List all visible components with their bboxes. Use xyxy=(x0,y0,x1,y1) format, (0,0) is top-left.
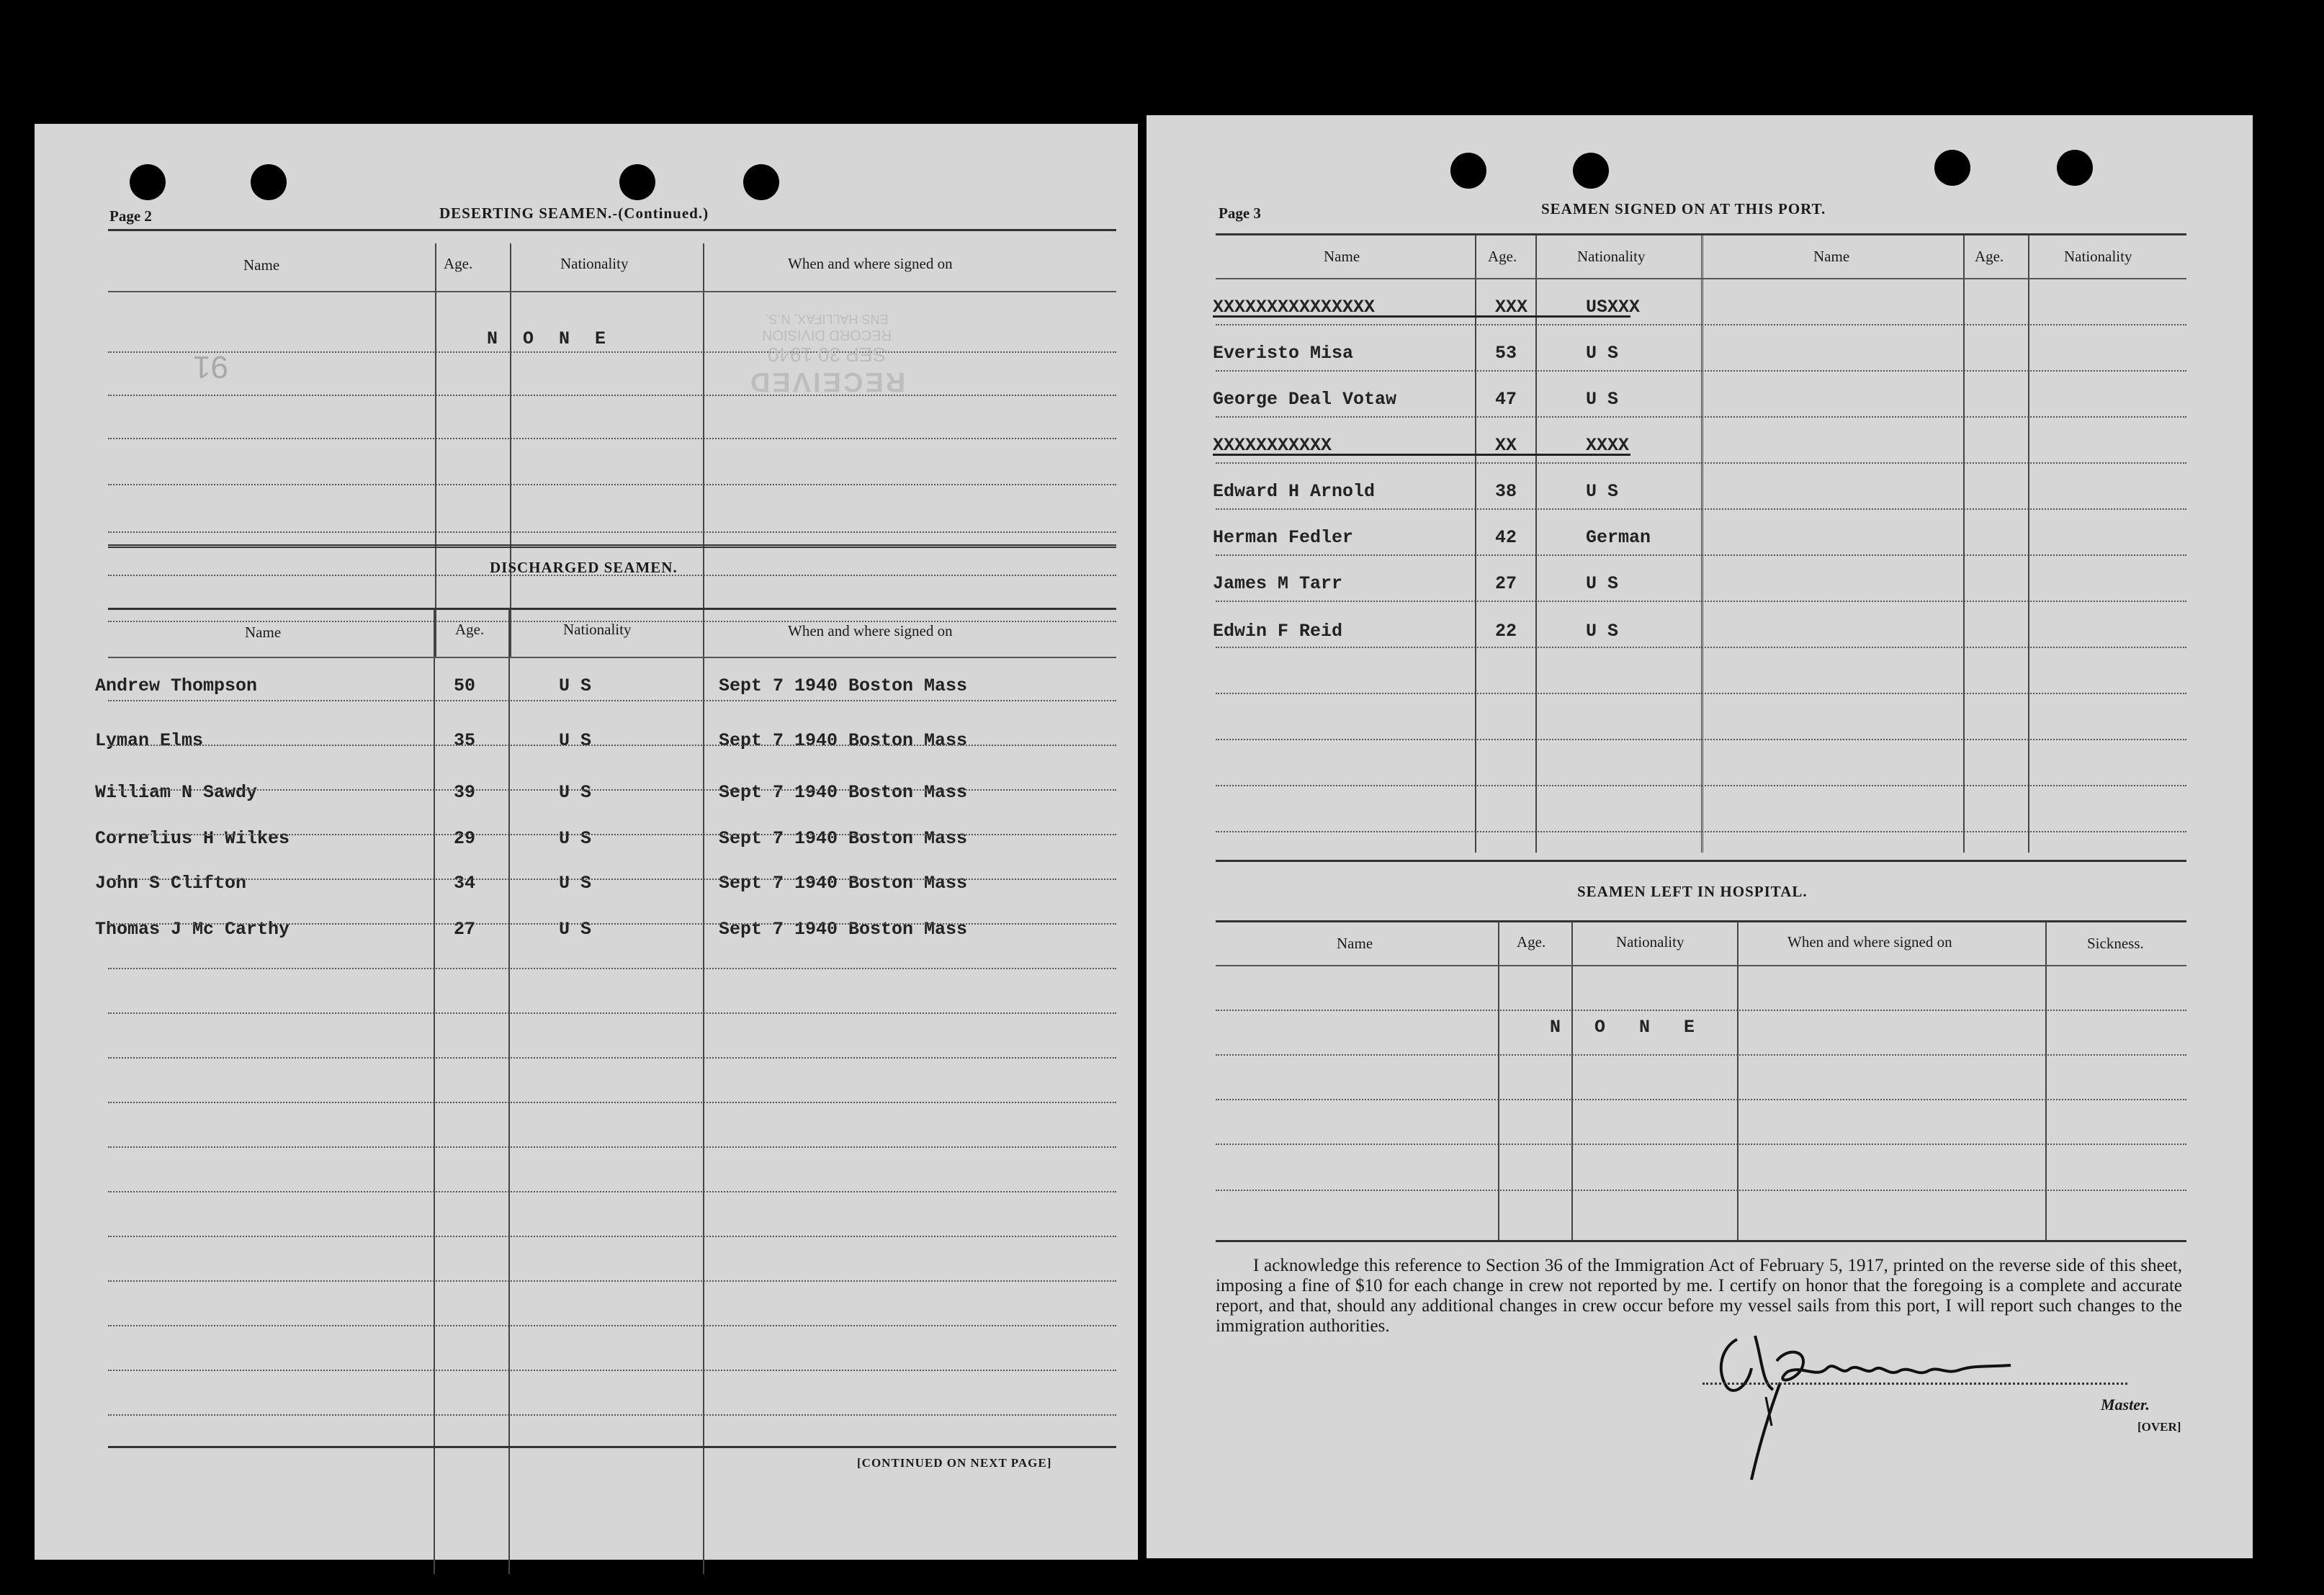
signed-on-name: George Deal Votaw xyxy=(1213,389,1397,410)
row-rule xyxy=(1216,693,2186,694)
row-rule xyxy=(1216,601,2186,602)
discharged-nationality: U S xyxy=(559,828,592,849)
column-rule xyxy=(435,243,436,658)
row-rule xyxy=(108,1414,1116,1416)
row-rule xyxy=(108,291,1116,292)
row-rule xyxy=(108,968,1116,969)
discharged-nationality: U S xyxy=(559,730,592,751)
discharged-signed-on: Sept 7 1940 Boston Mass xyxy=(719,919,968,940)
column-rule xyxy=(1963,235,1965,853)
signed-on-age: 47 xyxy=(1495,389,1517,410)
punch-hole xyxy=(619,164,655,200)
signed-on-nationality: German xyxy=(1586,527,1651,548)
row-rule xyxy=(1216,462,2186,464)
row-rule xyxy=(1216,831,2186,832)
row-rule xyxy=(1216,1010,2186,1011)
signed-on-age: 22 xyxy=(1495,621,1517,642)
col-nationality-header: Nationality xyxy=(1616,933,1684,951)
row-rule xyxy=(108,834,1116,835)
row-rule xyxy=(1216,416,2186,418)
signed-on-name: XXXXXXXXXXX xyxy=(1213,435,1332,456)
row-rule xyxy=(108,700,1116,701)
row-rule xyxy=(1216,785,2186,786)
discharged-age: 50 xyxy=(454,675,476,696)
row-rule xyxy=(1216,1190,2186,1191)
punch-hole xyxy=(1450,153,1486,189)
signed-on-nationality: U S xyxy=(1586,389,1619,410)
discharged-name: Andrew Thompson xyxy=(95,675,258,696)
row-rule xyxy=(1216,1099,2186,1100)
signed-on-age: 38 xyxy=(1495,481,1517,502)
signed-on-age: XX xyxy=(1495,435,1517,456)
divider xyxy=(1216,860,2186,862)
signed-on-age: XXX xyxy=(1495,297,1528,318)
row-rule xyxy=(108,789,1116,791)
column-rule xyxy=(1535,235,1537,853)
row-rule xyxy=(1216,1144,2186,1145)
discharged-name: William N Sawdy xyxy=(95,782,258,803)
punch-hole xyxy=(1934,150,1970,186)
col-name-header: Name xyxy=(243,256,280,274)
signed-on-name: Everisto Misa xyxy=(1213,343,1354,364)
discharged-nationality: U S xyxy=(559,675,592,696)
discharged-signed-on: Sept 7 1940 Boston Mass xyxy=(719,782,968,803)
row-rule xyxy=(1216,647,2186,648)
discharged-title: DISCHARGED SEAMEN. xyxy=(490,559,678,576)
discharged-name: Cornelius H Wilkes xyxy=(95,828,290,849)
deserting-title: DESERTING SEAMEN.-(Continued.) xyxy=(439,205,709,222)
row-rule xyxy=(1216,278,2186,279)
row-rule xyxy=(108,395,1116,396)
discharged-signed-on: Sept 7 1940 Boston Mass xyxy=(719,675,968,696)
row-rule xyxy=(1216,554,2186,556)
signed-on-nationality: U S xyxy=(1586,343,1619,364)
row-rule xyxy=(108,879,1116,880)
col-name-header-2: Name xyxy=(1813,248,1850,265)
col-name-header: Name xyxy=(1324,248,1360,265)
discharged-nationality: U S xyxy=(559,919,592,940)
signature-line xyxy=(1702,1383,2127,1385)
row-rule xyxy=(108,1236,1116,1237)
punch-hole xyxy=(251,164,287,200)
page-label: Page 3 xyxy=(1219,205,1261,222)
discharged-signed-on: Sept 7 1940 Boston Mass xyxy=(719,828,968,849)
signed-on-name: Edward H Arnold xyxy=(1213,481,1376,502)
discharged-name: John S Clifton xyxy=(95,873,247,894)
col-signed-on-header: When and where signed on xyxy=(1787,933,1952,951)
page-label: Page 2 xyxy=(109,207,152,225)
discharged-name: Thomas J Mc Carthy xyxy=(95,919,290,940)
col-nationality-header-2: Nationality xyxy=(2064,248,2132,265)
discharged-name: Lyman Elms xyxy=(95,730,204,751)
discharged-nationality: U S xyxy=(559,873,592,894)
column-rule xyxy=(703,609,704,1574)
discharged-age: 29 xyxy=(454,828,476,849)
divider xyxy=(108,229,1116,231)
stamp-number: 91 xyxy=(193,349,228,385)
column-rule xyxy=(2045,922,2047,1240)
continued-note: [CONTINUED ON NEXT PAGE] xyxy=(857,1456,1052,1470)
signed-on-nationality: U S xyxy=(1586,621,1619,642)
column-rule xyxy=(1571,922,1573,1240)
col-age-header-2: Age. xyxy=(1975,248,2004,265)
column-rule xyxy=(1475,235,1476,853)
column-rule xyxy=(510,243,511,658)
over-label: [OVER] xyxy=(2137,1420,2181,1434)
strike-through-line xyxy=(1213,454,1630,456)
signed-on-age: 42 xyxy=(1495,527,1517,548)
signed-on-age: 53 xyxy=(1495,343,1517,364)
row-rule xyxy=(108,484,1116,485)
column-rule xyxy=(703,243,704,658)
discharged-age: 35 xyxy=(454,730,476,751)
discharged-age: 39 xyxy=(454,782,476,803)
discharged-age: 34 xyxy=(454,873,476,894)
row-rule xyxy=(108,1280,1116,1282)
row-rule xyxy=(1216,965,2186,966)
right-page xyxy=(1147,115,2253,1558)
column-rule xyxy=(434,609,435,1574)
row-rule xyxy=(108,1102,1116,1103)
col-age-header: Age. xyxy=(455,621,485,638)
col-nationality-header: Nationality xyxy=(560,255,629,272)
received-stamp: RECEIVED SEP 30 1940 RECORD DIVISION ENS HALLIFAX, N.S. xyxy=(748,312,906,397)
row-rule xyxy=(1216,324,2186,325)
signed-on-nationality: U S xyxy=(1586,481,1619,502)
row-rule xyxy=(108,923,1116,925)
divider xyxy=(1216,1240,2186,1242)
discharged-signed-on: Sept 7 1940 Boston Mass xyxy=(719,873,968,894)
col-signed-on-header: When and where signed on xyxy=(788,622,953,639)
hospital-title: SEAMEN LEFT IN HOSPITAL. xyxy=(1577,883,1808,900)
signed-on-nationality: U S xyxy=(1586,573,1619,594)
row-rule xyxy=(108,1191,1116,1192)
row-rule xyxy=(108,657,1116,658)
column-rule xyxy=(508,609,510,1574)
punch-hole xyxy=(130,164,166,200)
punch-hole xyxy=(1573,153,1609,189)
col-name-header: Name xyxy=(1337,935,1373,952)
signed-on-age: 27 xyxy=(1495,573,1517,594)
col-age-header: Age. xyxy=(1517,933,1546,951)
signed-on-name: James M Tarr xyxy=(1213,573,1343,594)
master-signature xyxy=(1694,1318,2054,1483)
divider xyxy=(108,544,1116,548)
signed-on-nationality: USXXX xyxy=(1586,297,1641,318)
row-rule xyxy=(108,531,1116,533)
signed-on-title: SEAMEN SIGNED ON AT THIS PORT. xyxy=(1541,200,1826,217)
discharged-signed-on: Sept 7 1940 Boston Mass xyxy=(719,730,968,751)
column-rule xyxy=(1737,922,1738,1240)
row-rule xyxy=(108,1146,1116,1148)
row-rule xyxy=(108,351,1116,353)
master-label: Master. xyxy=(2101,1396,2150,1414)
row-rule xyxy=(108,1370,1116,1371)
signed-on-name: Herman Fedler xyxy=(1213,527,1354,548)
deserting-none-entry: N O N E xyxy=(487,328,614,349)
row-rule xyxy=(108,1057,1116,1059)
col-age-header: Age. xyxy=(1488,248,1517,265)
col-signed-on-header: When and where signed on xyxy=(788,255,953,272)
column-rule xyxy=(1498,922,1499,1240)
row-rule xyxy=(1216,1054,2186,1056)
col-age-header: Age. xyxy=(444,255,473,272)
strike-through-line xyxy=(1213,315,1630,318)
discharged-nationality: U S xyxy=(559,782,592,803)
acknowledgement-text: I acknowledge this reference to Section 36 of the Immigration Act of February 5, 1917, printed on the reverse side of this sheet, imposing a fine of $10 for each change in crew not reported by me. I certify on honor that the foregoing is a complete and accurate report, and that, should any additional changes in crew occur before my vessel sails from this port, I will report such changes to the immigration authorities. xyxy=(1216,1256,2182,1336)
column-rule xyxy=(2028,235,2029,853)
row-rule xyxy=(1216,739,2186,740)
col-sickness-header: Sickness. xyxy=(2087,935,2144,952)
left-page xyxy=(35,124,1138,1560)
row-rule xyxy=(108,745,1116,746)
row-rule xyxy=(1216,508,2186,510)
discharged-age: 27 xyxy=(454,919,476,940)
col-nationality-header: Nationality xyxy=(563,621,632,638)
divider xyxy=(1216,920,2186,922)
signed-on-name: Edwin F Reid xyxy=(1213,621,1343,642)
hospital-none-entry: N O N E xyxy=(1550,1017,1707,1038)
divider xyxy=(108,1446,1116,1448)
row-rule xyxy=(108,438,1116,439)
col-name-header: Name xyxy=(245,624,282,641)
punch-hole xyxy=(743,164,779,200)
row-rule xyxy=(108,1325,1116,1326)
row-rule xyxy=(108,1012,1116,1014)
punch-hole xyxy=(2057,150,2093,186)
signed-on-nationality: XXXX xyxy=(1586,435,1630,456)
signed-on-name: XXXXXXXXXXXXXXX xyxy=(1213,297,1376,318)
col-nationality-header: Nationality xyxy=(1577,248,1646,265)
divider xyxy=(108,608,1116,610)
row-rule xyxy=(1216,370,2186,372)
column-rule xyxy=(1701,235,1703,853)
